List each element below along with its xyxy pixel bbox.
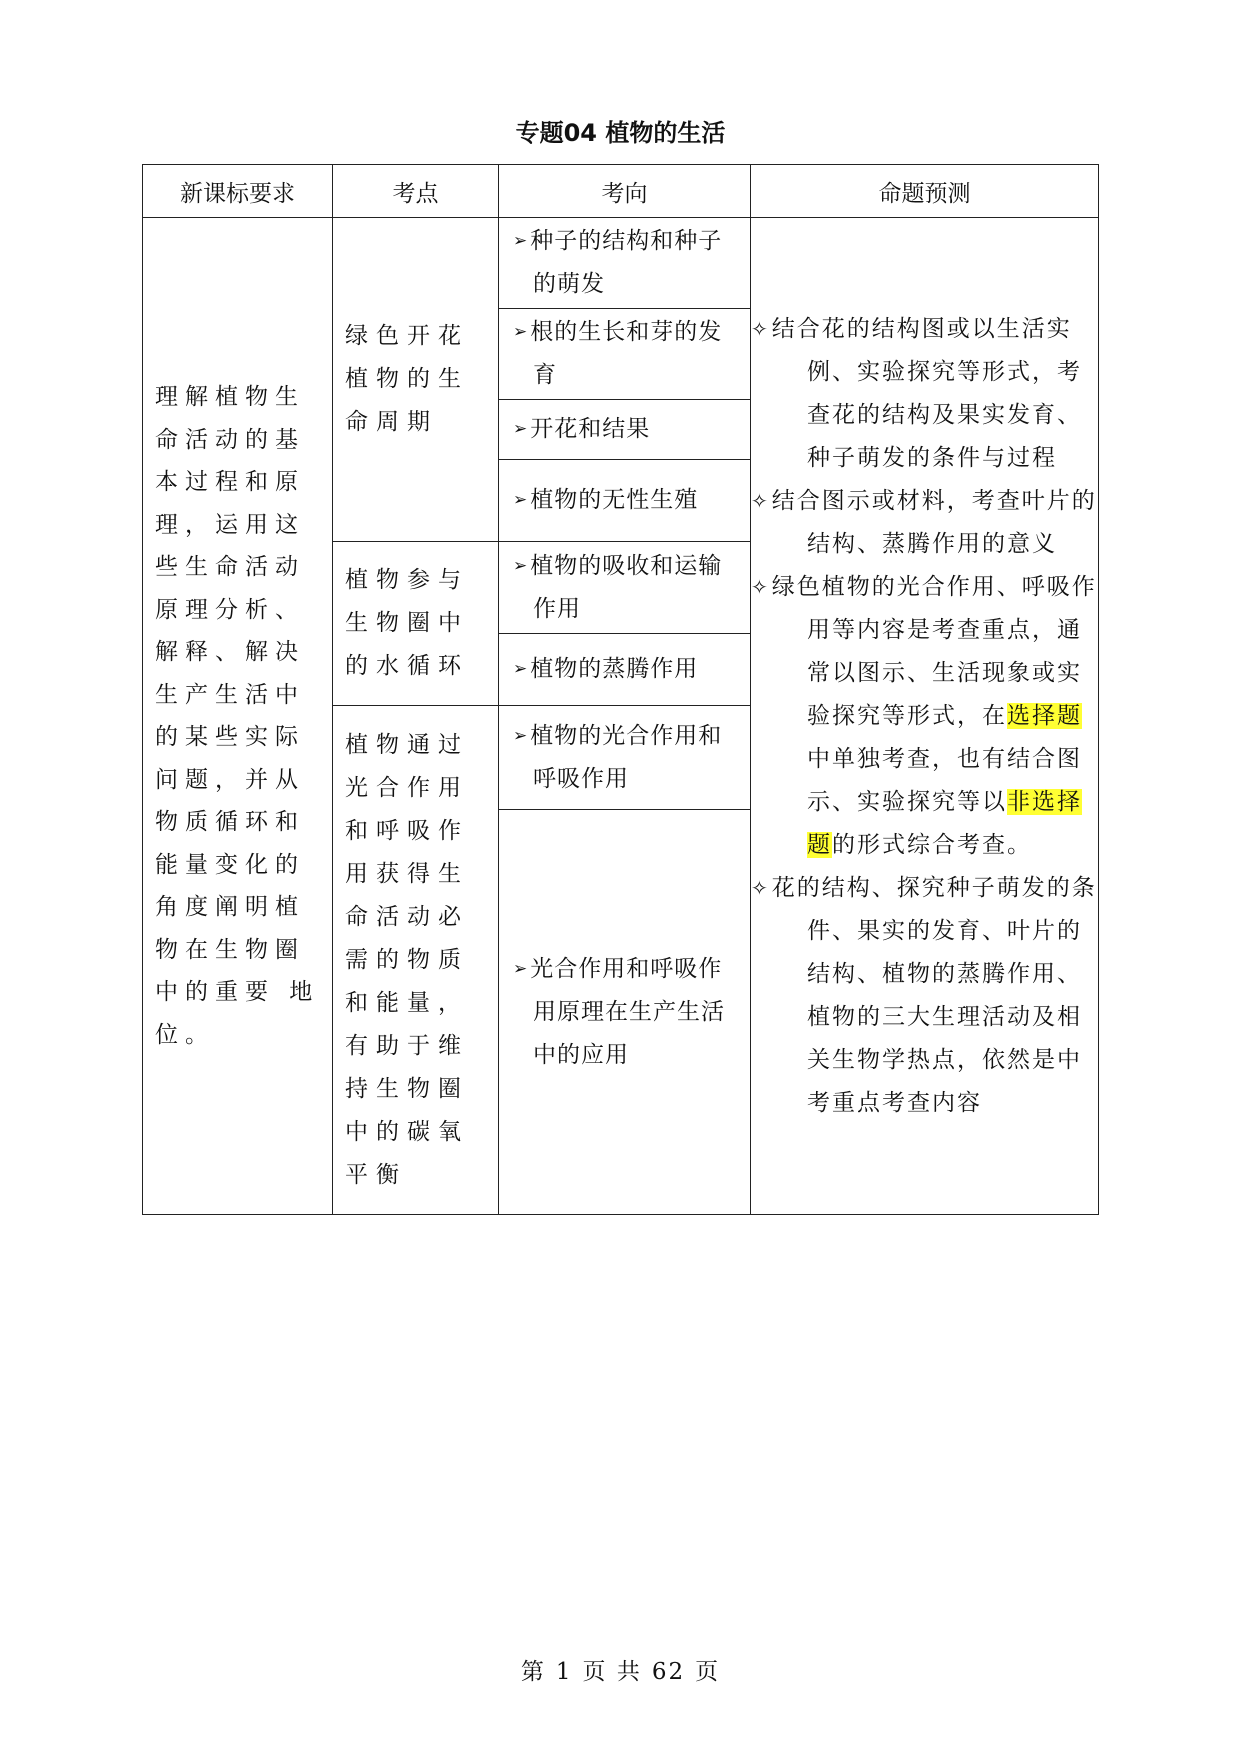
arrow-bullet-icon: ➢ — [513, 555, 529, 576]
requirement-cell — [143, 218, 333, 1215]
direction-cell-1 — [499, 218, 751, 309]
prediction-item-3: ✧绿色植物的光合作用、呼吸作用等内容是考查重点，通常以图示、生活现象或实验探究等形式，在选择题中单独考查，也有结合图示、实验探究等以非选择题的形式综合考查。 — [751, 573, 1097, 858]
arrow-bullet-icon: ➢ — [513, 490, 529, 510]
prediction-item-1: ✧结合花的结构图或以生活实例、实验探究等形式，考查花的结构及果实发育、种子萌发的条件与过程 — [751, 315, 1082, 471]
prediction-cell — [751, 218, 1099, 1215]
direction-cell-2 — [499, 309, 751, 400]
direction-cell-8 — [499, 810, 751, 1215]
direction-text-1: 种子的结构和种子的萌发 — [530, 228, 723, 297]
syllabus-table — [142, 164, 1099, 1215]
page-footer: 第 1 页 共 62 页 — [520, 1659, 721, 1685]
direction-cell-4 — [499, 460, 751, 542]
direction-text-7: 植物的光合作用和呼吸作用 — [530, 722, 723, 792]
table-header-row — [143, 165, 1099, 218]
page-title: 专题04 植物的生活 — [515, 119, 726, 147]
point-text-2: 植物参与生物圈中的水循环 — [345, 567, 469, 679]
header-requirement: 新课标要求 — [143, 165, 333, 218]
direction-text-8: 光合作用和呼吸作用原理在生产生活中的应用 — [530, 955, 725, 1068]
point-cell-3 — [333, 706, 499, 1215]
header-direction: 考向 — [499, 165, 751, 218]
arrow-bullet-icon: ➢ — [513, 958, 529, 979]
arrow-bullet-icon: ➢ — [513, 231, 529, 251]
prediction-item-4: ✧花的结构、探究种子萌发的条件、果实的发育、叶片的结构、植物的蒸腾作用、植物的三大生理活动及相关生物学热点，依然是中考重点考查内容 — [751, 874, 1097, 1116]
direction-cell-5 — [499, 542, 751, 634]
arrow-bullet-icon: ➢ — [513, 322, 529, 342]
table-row — [143, 218, 1099, 309]
diamond-bullet-icon: ✧ — [751, 875, 770, 900]
header-prediction: 命题预测 — [751, 165, 1099, 218]
point-cell-1 — [333, 218, 499, 542]
header-point: 考点 — [333, 165, 499, 218]
direction-text-5: 植物的吸收和运输作用 — [530, 552, 723, 622]
direction-cell-6 — [499, 634, 751, 706]
highlight-non-choice-question: 非选择题 — [807, 788, 1082, 858]
direction-text-3: 开花和结果 — [530, 416, 651, 442]
total-pages: 62 — [651, 1659, 686, 1685]
diamond-bullet-icon: ✧ — [751, 488, 770, 513]
diamond-bullet-icon: ✧ — [751, 316, 770, 341]
highlight-choice-question: 选择题 — [1007, 702, 1082, 729]
direction-cell-7 — [499, 706, 751, 810]
point-text-1: 绿色开花植物的生命周期 — [345, 323, 469, 435]
arrow-bullet-icon: ➢ — [513, 419, 529, 439]
point-text-3: 植物通过光合作用和呼吸作用获得生命活动必需的物质和能量，有助于维持生物圈中的碳氧平衡 — [345, 731, 469, 1188]
direction-text-2: 根的生长和芽的发育 — [530, 319, 723, 388]
requirement-text: 理解植物生命活动的基本过程和原理，运用这些生命活动原理分析、解释、解决生产生活中的某些实际问题，并从物质循环和能量变化的角度阐明植物在生物圈中的重要 地位。 — [155, 384, 320, 1048]
diamond-bullet-icon: ✧ — [751, 574, 770, 599]
arrow-bullet-icon: ➢ — [513, 725, 529, 746]
page-number: 1 — [555, 1659, 573, 1685]
direction-text-4: 植物的无性生殖 — [530, 487, 699, 513]
prediction-item-2: ✧结合图示或材料，考查叶片的结构、蒸腾作用的意义 — [751, 487, 1097, 557]
direction-cell-3 — [499, 400, 751, 460]
arrow-bullet-icon: ➢ — [513, 659, 529, 679]
point-cell-2 — [333, 542, 499, 706]
direction-text-6: 植物的蒸腾作用 — [530, 656, 699, 682]
